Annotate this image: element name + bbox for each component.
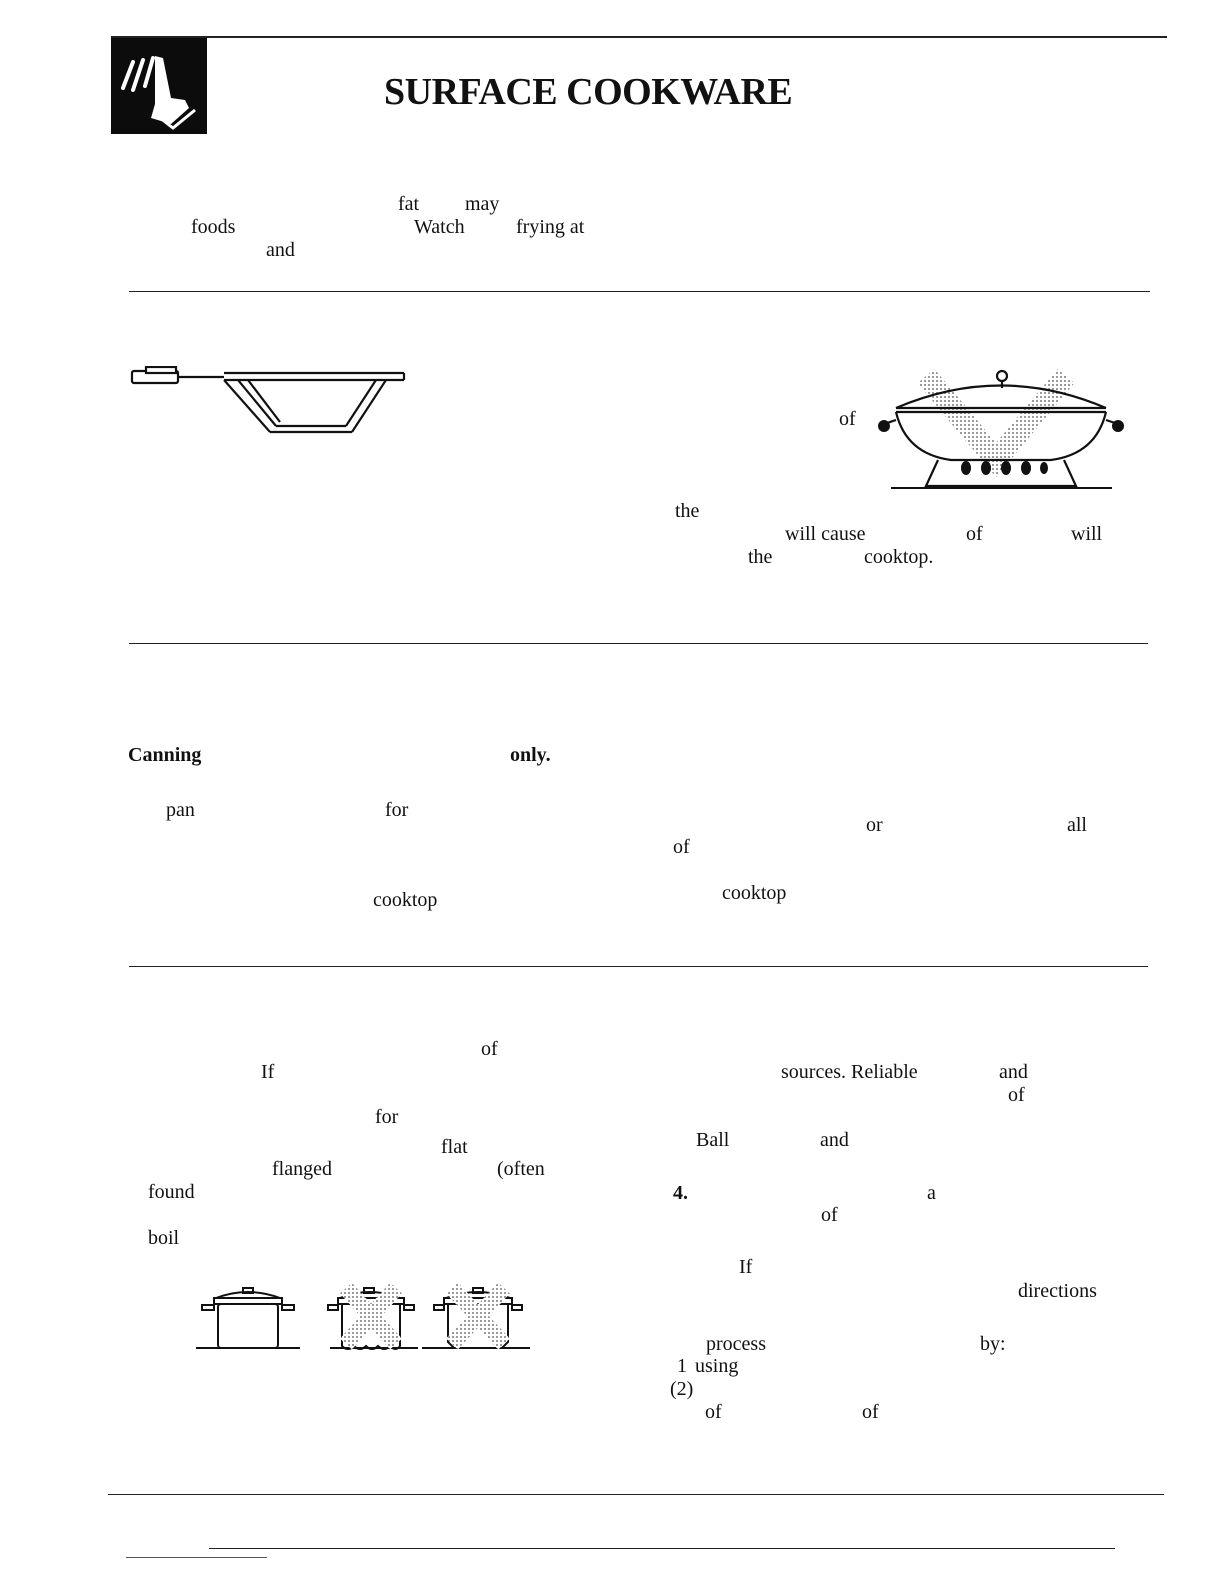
pot-illustrations bbox=[196, 1284, 536, 1354]
wok-word: will bbox=[1071, 523, 1103, 545]
pot-word: process bbox=[706, 1333, 766, 1355]
flat-bottom-pot-icon bbox=[196, 1288, 300, 1348]
pot-word: a bbox=[927, 1182, 936, 1204]
wok-word: of bbox=[966, 523, 983, 545]
canning-heading: Canning bbox=[128, 744, 202, 766]
pot-word: (often bbox=[497, 1158, 545, 1180]
pot-word: flat bbox=[441, 1136, 468, 1158]
hand-pressing-button-icon bbox=[111, 38, 207, 134]
intro-word: and bbox=[266, 239, 295, 261]
canning-word: all bbox=[1067, 814, 1087, 836]
pot-word: flanged bbox=[272, 1158, 332, 1180]
canning-word: pan bbox=[166, 799, 195, 821]
intro-word: fat bbox=[398, 193, 420, 215]
canning-word: of bbox=[673, 836, 690, 858]
pot-word: If bbox=[261, 1061, 275, 1083]
footer-link-underline[interactable] bbox=[126, 1557, 267, 1558]
page-title: SURFACE COOKWARE bbox=[384, 71, 793, 113]
pot-word: 4. bbox=[673, 1182, 688, 1204]
canning-word: cooktop bbox=[722, 882, 787, 904]
pot-word: and bbox=[999, 1061, 1028, 1083]
pot-word: directions bbox=[1018, 1280, 1097, 1302]
canning-heading-tail: only. bbox=[510, 744, 551, 766]
wok-word: will cause bbox=[785, 523, 866, 545]
section-divider bbox=[129, 291, 1150, 292]
pot-word: by: bbox=[980, 1333, 1006, 1355]
wok-word: of bbox=[839, 408, 856, 430]
flat-wok-pan-icon bbox=[130, 366, 410, 440]
pot-word: (2) bbox=[670, 1378, 694, 1400]
wok-word: cooktop. bbox=[864, 546, 934, 568]
canning-word: or bbox=[866, 814, 883, 836]
top-rule bbox=[111, 36, 1167, 38]
pot-word: using bbox=[695, 1355, 739, 1377]
pot-word: of bbox=[821, 1204, 838, 1226]
footer-rule bbox=[108, 1494, 1164, 1495]
pot-word: sources. Reliable bbox=[781, 1061, 918, 1083]
pot-word: for bbox=[375, 1106, 399, 1128]
pot-word: found bbox=[148, 1181, 195, 1203]
pot-word: If bbox=[739, 1256, 753, 1278]
pot-word: Ball bbox=[696, 1129, 730, 1151]
canning-word: for bbox=[385, 799, 409, 821]
pot-word: of bbox=[481, 1038, 498, 1060]
intro-word: foods bbox=[191, 216, 236, 238]
wok-word: the bbox=[675, 500, 700, 522]
section-logo bbox=[111, 38, 207, 134]
pot-word: of bbox=[1008, 1084, 1025, 1106]
canning-word: cooktop bbox=[373, 889, 438, 911]
intro-word: may bbox=[465, 193, 500, 215]
wavy-bottom-pot-crossed-icon bbox=[328, 1288, 418, 1349]
intro-word: Watch bbox=[414, 216, 465, 238]
intro-word: frying at bbox=[516, 216, 585, 238]
pot-word: boil bbox=[148, 1227, 180, 1249]
section-divider bbox=[129, 966, 1148, 967]
pot-word: 1 bbox=[677, 1355, 687, 1377]
section-divider bbox=[129, 643, 1148, 644]
footer-rule-lower bbox=[209, 1548, 1115, 1549]
wok-on-ring-crossed-icon bbox=[876, 368, 1126, 496]
pot-word: of bbox=[705, 1401, 722, 1423]
flanged-bottom-pot-crossed-icon bbox=[422, 1288, 530, 1348]
pot-word: and bbox=[820, 1129, 849, 1151]
pot-word: of bbox=[862, 1401, 879, 1423]
wok-word: the bbox=[748, 546, 773, 568]
